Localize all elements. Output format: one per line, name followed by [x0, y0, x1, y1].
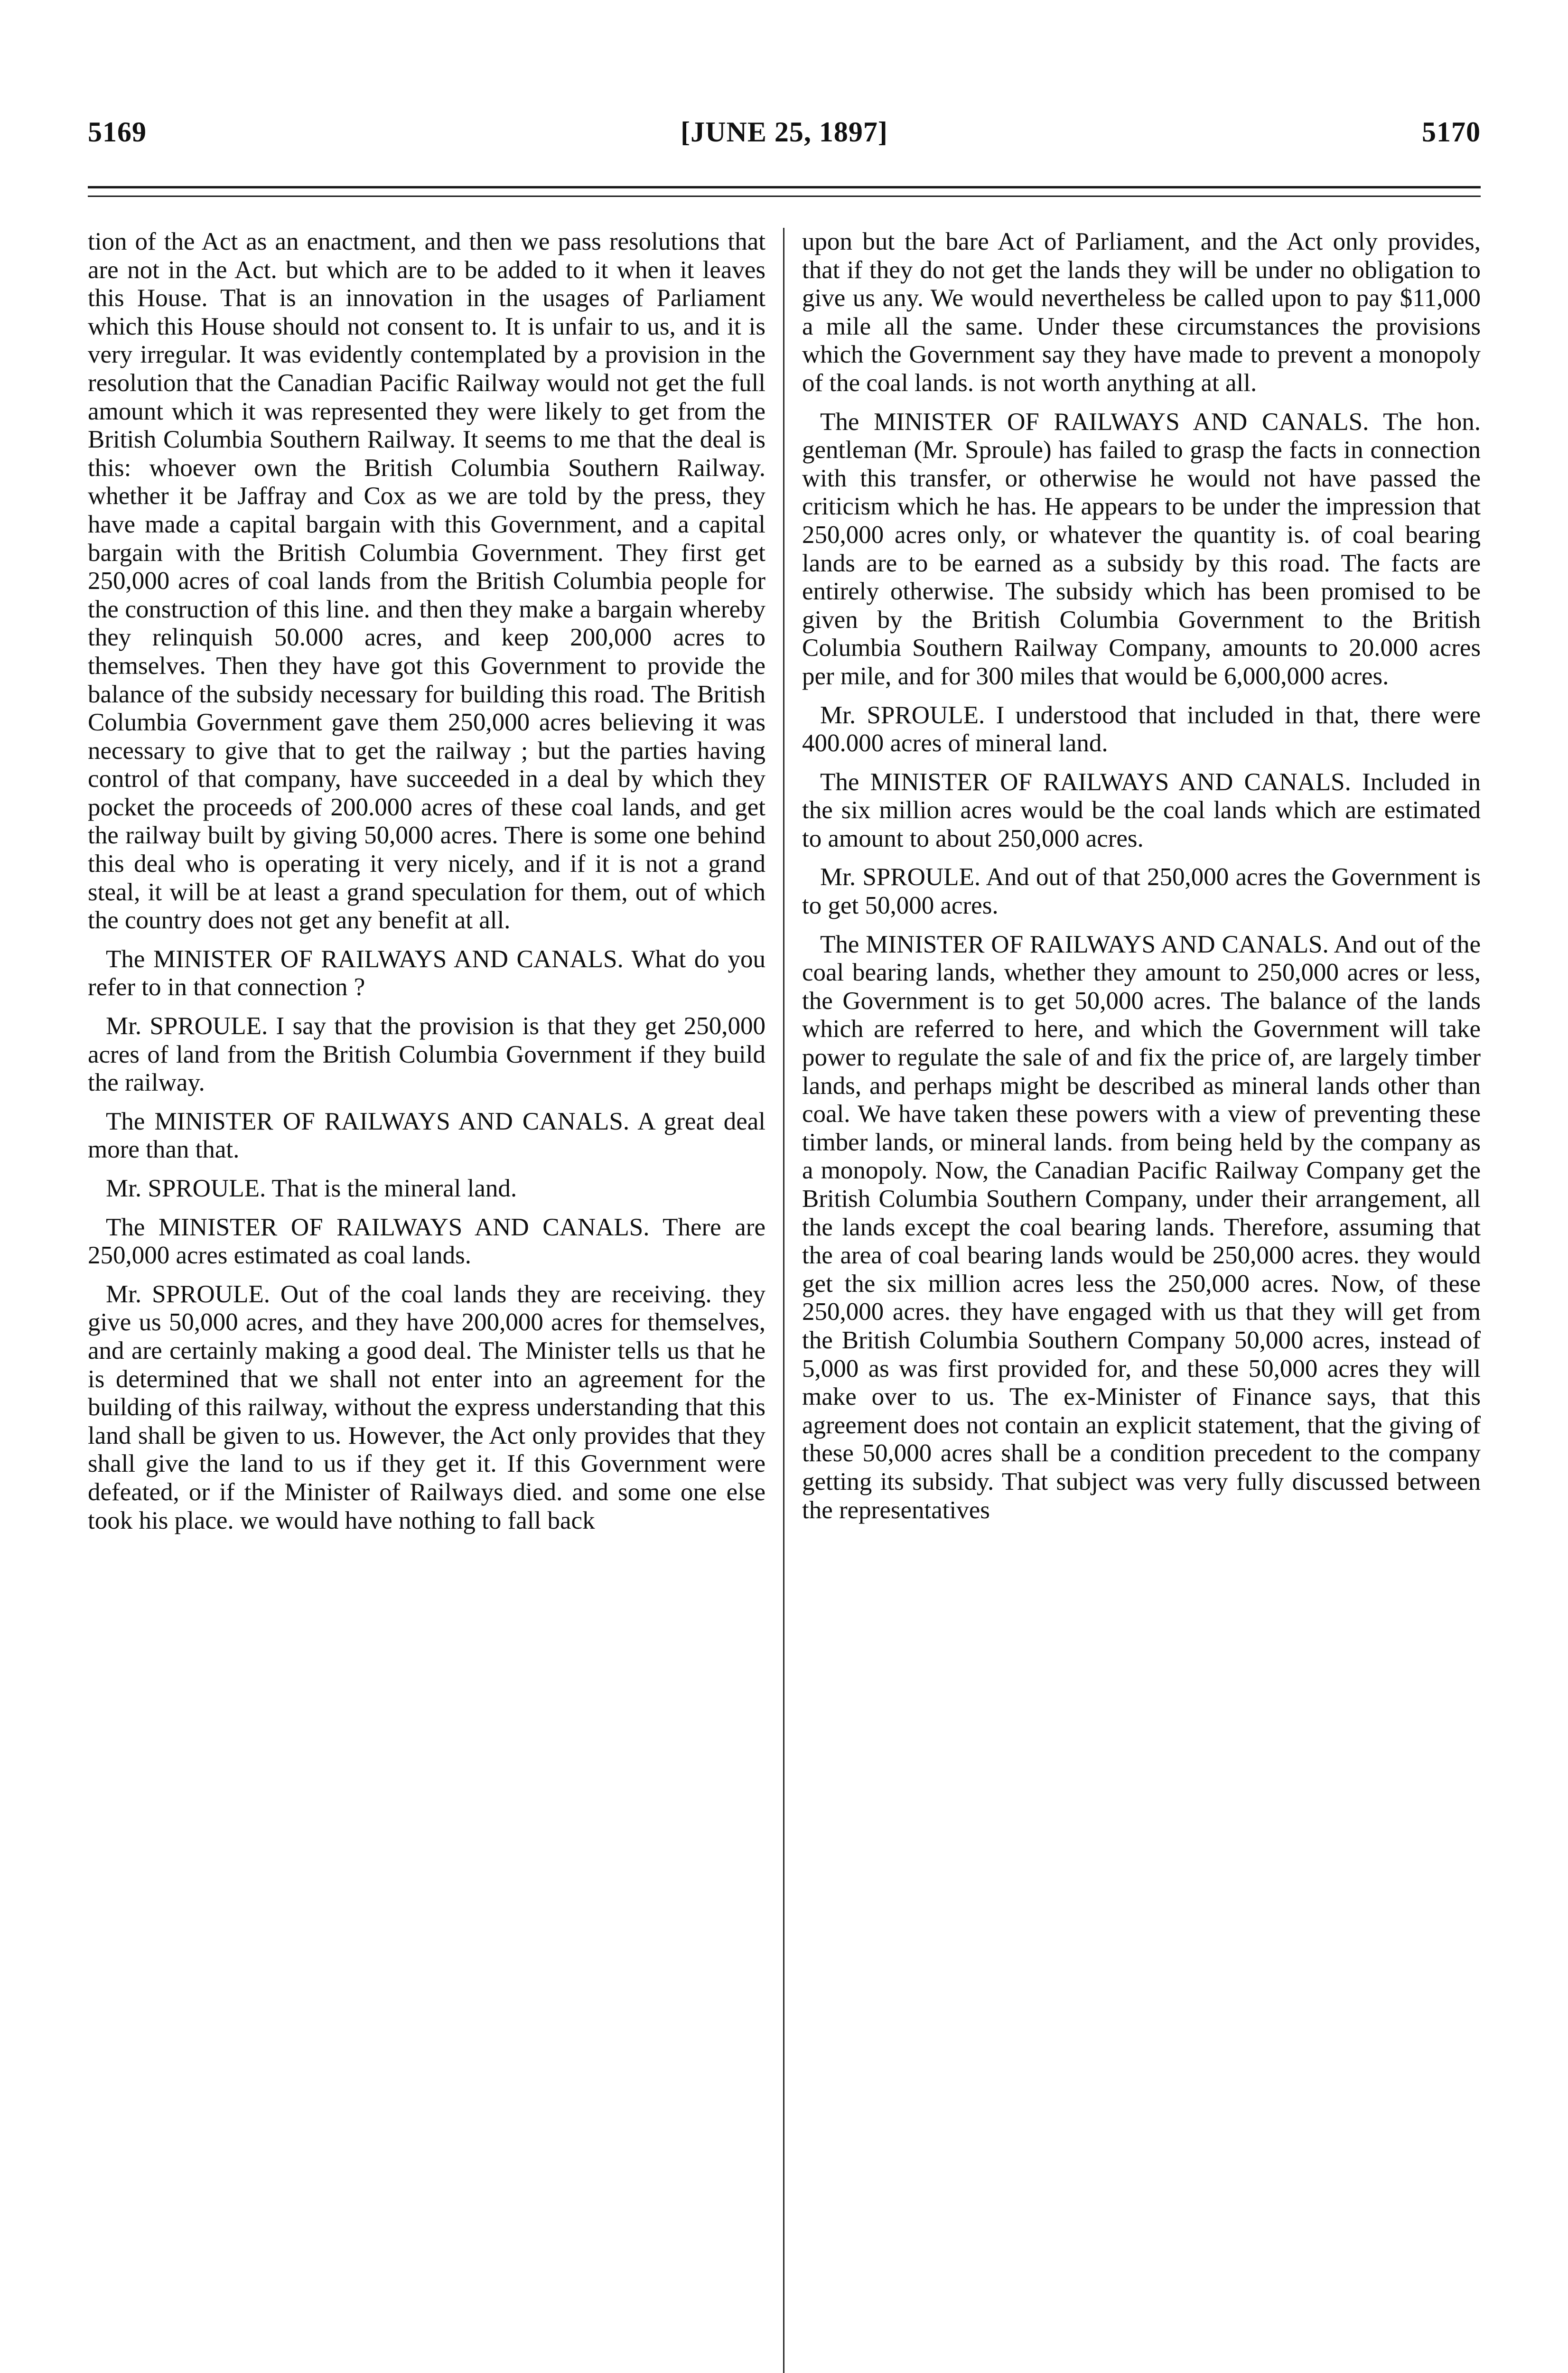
- header-rule-secondary: [88, 196, 1481, 197]
- paragraph: The MINISTER OF RAILWAYS AND CANALS. A great deal more than that.: [88, 1107, 765, 1164]
- page-number-left: 5169: [88, 116, 147, 148]
- paragraph: The MINISTER OF RAILWAYS AND CANALS. The hon. gentleman (Mr. Sproule) has failed to grasp the facts in connection with this transfer, or otherwise he would not have passed the criticism which he has. He appears to be under the impression that 250,000 acres only, or whatever the quantity is. of coal bearing lands are to be earned as a subsidy by this road. The facts are entirely otherwise. The subsidy which has been promised to be given by the British Columbia Government to the British Columbia Southern Railway Company, amounts to 20.000 acres per mile, and for 300 miles that would be 6,000,000 acres.: [802, 408, 1481, 690]
- paragraph: tion of the Act as an enactment, and then we pass resolutions that are not in the Act. but which are to be added to it when it leaves this House. That is an innovation in the usages of Parliament which this House should not consent to. It is unfair to us, and it is very irregular. It was evidently contemplated by a provision in the resolution that the Canadian Pacific Railway would not get the full amount which it was represented they were likely to get from the British Columbia Southern Railway. It seems to me that the deal is this: whoever own the British Columbia Southern Railway. whether it be Jaffray and Cox as we are told by the press, they have made a capital bargain with this Government, and a capital bargain with the British Columbia Government. They first get 250,000 acres of coal lands from the British Columbia people for the construction of this line. and then they make a bargain whereby they relinquish 50.000 acres, and keep 200,000 acres to themselves. Then they have got this Government to provide the balance of the subsidy necessary for building this road. The British Columbia Government gave them 250,000 acres believing it was necessary to give that to get the railway ; but the parties having control of that company, have succeeded in a deal by which they pocket the proceeds of 200.000 acres of these coal lands, and get the railway built by giving 50,000 acres. There is some one behind this deal who is operating it very nicely, and if it is not a grand steal, it will be at least a grand speculation for them, out of which the country does not get any benefit at all.: [88, 228, 765, 934]
- left-column: [88, 228, 765, 2373]
- paragraph: The MINISTER OF RAILWAYS AND CANALS. What do you refer to in that connection ?: [88, 945, 765, 1001]
- paragraph: upon but the bare Act of Parliament, and the Act only provides, that if they do not get the lands they will be under no obligation to give us any. We would nevertheless be called upon to pay $11,000 a mile all the same. Under these circumstances the provisions which the Government say they have made to prevent a monopoly of the coal lands. is not worth anything at all.: [802, 228, 1481, 397]
- paragraph: Mr. SPROULE. That is the mineral land.: [106, 1175, 517, 1202]
- paragraph: Mr. SPROULE. I say that the provision is that they get 250,000 acres of land from the British Columbia Government if they build the railway.: [88, 1012, 765, 1097]
- header-rule: [88, 186, 1481, 188]
- paragraph: The MINISTER OF RAILWAYS AND CANALS. There are 250,000 acres estimated as coal lands.: [88, 1213, 765, 1270]
- paragraph: Mr. SPROULE. And out of that 250,000 acres the Government is to get 50,000 acres.: [802, 863, 1481, 920]
- paragraph: The MINISTER OF RAILWAYS AND CANALS. And out of the coal bearing lands, whether they amount to 250,000 acres or less, the Government is to get 50,000 acres. The balance of the lands which are referred to here, and which the Government will take power to regulate the sale of and fix the price of, are largely timber lands, and perhaps might be described as mineral lands other than coal. We have taken these powers with a view of preventing these timber lands, or mineral lands. from being held by the company as a monopoly. Now, the Canadian Pacific Railway Company get the British Columbia Southern Company, under their arrangement, all the lands except the coal bearing lands. Therefore, assuming that the area of coal bearing lands would be 250,000 acres. they would get the six million acres less the 250,000 acres. Now, of these 250,000 acres. they have engaged with us that they will get from the British Columbia Southern Company 50,000 acres, instead of 5,000 as was first provided for, and these 50,000 acres they will make over to us. The ex-Minister of Finance says, that this agreement does not contain an explicit statement, that the giving of these 50,000 acres shall be a condition precedent to the company getting its subsidy. That subject was very fully discussed between the representatives: [802, 930, 1481, 1524]
- paragraph: Mr. SPROULE. Out of the coal lands they are receiving. they give us 50,000 acres, and they have 200,000 acres for themselves, and are certainly making a good deal. The Minister tells us that he is determined that we shall not enter into an agreement for the building of this railway, without the express understanding that this land shall be given to us. However, the Act only provides that they shall give the land to us if they get it. If this Government were defeated, or if the Minister of Railways died. and some one else took his place. we would have nothing to fall back: [88, 1280, 765, 1534]
- column-divider: [783, 228, 784, 2373]
- paragraph: The MINISTER OF RAILWAYS AND CANALS. Included in the six million acres would be the coal lands which are estimated to amount to about 250,000 acres.: [802, 768, 1481, 852]
- paragraph: Mr. SPROULE. I understood that included in that, there were 400.000 acres of mineral land.: [802, 701, 1481, 757]
- right-column: [802, 228, 1481, 2373]
- page-header: [88, 113, 1481, 156]
- page-date: [JUNE 25, 1897]: [681, 116, 888, 148]
- page-number-right: 5170: [1422, 116, 1481, 148]
